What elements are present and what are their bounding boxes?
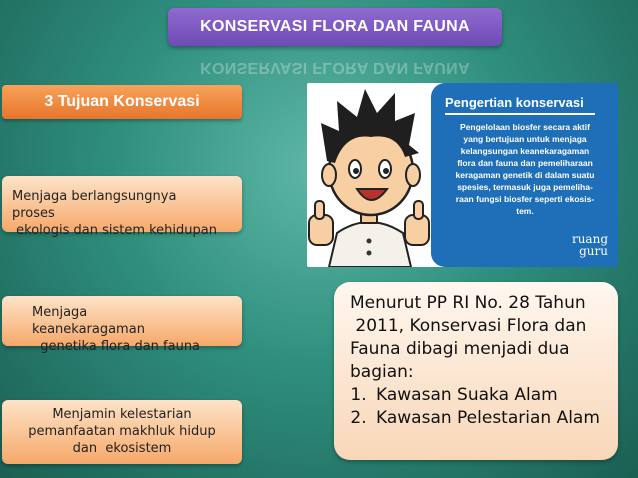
slide-title-reflection: KONSERVASI FLORA DAN FAUNA <box>200 59 470 76</box>
definition-title: Pengertian konservasi <box>445 95 584 110</box>
goal-1-line-2: proses <box>12 206 55 221</box>
definition-line: tem. <box>516 206 534 216</box>
goal-box-1 <box>2 176 242 238</box>
goal-3-line-3: dan ekosistem <box>72 441 172 456</box>
definition-line: Pengelolaan biosfer secara aktif <box>460 122 590 132</box>
kawasan-list <box>350 384 608 430</box>
goal-3-line-1: Menjamin kelestarian <box>52 407 192 422</box>
goal-box-2 <box>2 296 242 354</box>
ruangguru-logo <box>572 233 608 257</box>
menurut-intro-2: 2011, Konservasi Flora dan <box>350 316 587 336</box>
menurut-intro-4: bagian: <box>350 362 414 382</box>
goal-2-line-2: keanekaragaman <box>32 322 145 337</box>
goal-box-3 <box>2 400 242 464</box>
kawasan-item: 2. Kawasan Pelestarian Alam <box>372 407 608 430</box>
goal-1-line-3: ekologis dan sistem kehidupan <box>12 223 217 238</box>
cartoon-boy-illustration <box>307 83 431 267</box>
slide-title: KONSERVASI FLORA DAN FAUNA <box>168 8 502 46</box>
definition-line: yang bertujuan untuk menjaga <box>463 134 587 144</box>
brand-line-2: guru <box>579 244 608 258</box>
goal-1-line-1: Menjaga berlangsungnya <box>12 189 177 204</box>
brand-line-1: ruang <box>571 232 608 246</box>
goal-2-line-3: genetika flora dan fauna <box>32 339 201 354</box>
menurut-intro-3: Fauna dibagi menjadi dua <box>350 339 570 359</box>
definition-line: raan fungsi biosfer seperti ekosis- <box>455 194 595 204</box>
goal-2-line-1: Menjaga <box>32 305 88 320</box>
menurut-intro-1: Menurut PP RI No. 28 Tahun <box>350 293 586 313</box>
definition-text <box>439 121 611 217</box>
kawasan-item: 1. Kawasan Suaka Alam <box>372 384 608 407</box>
definition-underline <box>445 113 595 115</box>
definition-line: flora dan fauna dan pemeliharaan <box>457 158 593 168</box>
definition-line: kelangsungan keanekaragaman <box>460 146 590 156</box>
menurut-box <box>334 282 618 460</box>
definition-line: spesies, termasuk juga pemeliha- <box>457 182 593 192</box>
definition-line: keragaman genetik di dalam suatu <box>455 170 595 180</box>
tujuan-heading: 3 Tujuan Konservasi <box>2 85 242 119</box>
definition-panel <box>431 83 618 267</box>
infographic-image <box>307 83 618 267</box>
goal-3-line-2: pemanfaatan makhluk hidup <box>28 424 216 439</box>
